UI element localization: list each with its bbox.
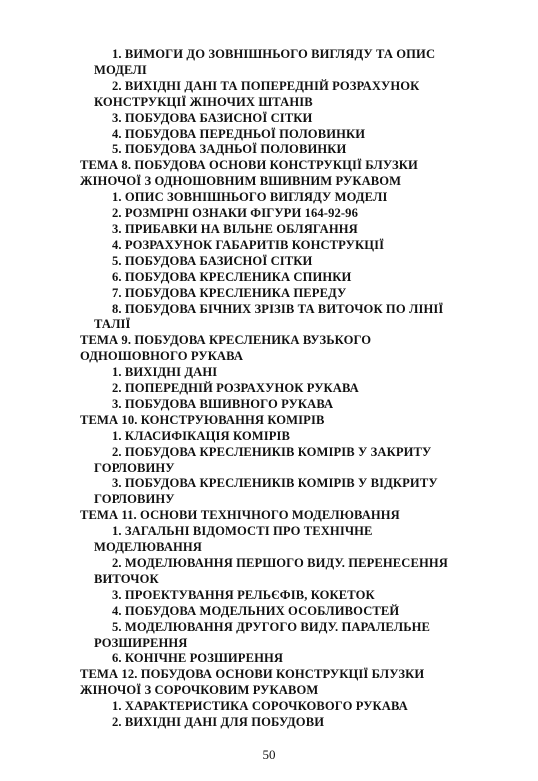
toc-subsection-line: РОЗШИРЕННЯ (94, 635, 188, 650)
toc-subsection-line: 1. ВИХІДНІ ДАНІ (112, 365, 218, 380)
toc-subsection-line: 4. ПОБУДОВА ПЕРЕДНЬОЇ ПОЛОВИНКИ (112, 126, 366, 141)
toc-subsection-line: 5. МОДЕЛЮВАННЯ ДРУГОГО ВИДУ. ПАРАЛЕЛЬНЕ (112, 619, 431, 634)
toc-subsection-line: 2. ПОБУДОВА КРЕСЛЕНИКІВ КОМІРІВ У ЗАКРИТУ (112, 444, 432, 459)
toc-topic-line: ТЕМА 10. КОНСТРУЮВАННЯ КОМІРІВ (80, 412, 325, 427)
toc-subsection-line: МОДЕЛЮВАННЯ (94, 540, 203, 555)
toc-subsection-line: МОДЕЛІ (94, 62, 147, 77)
toc-subsection-line: 3. ПОБУДОВА БАЗИСНОЇ СІТКИ (112, 110, 313, 125)
toc-subsection-line: 5. ПОБУДОВА БАЗИСНОЇ СІТКИ (112, 253, 313, 268)
toc-subsection-line: 3. ПРИБАВКИ НА ВІЛЬНЕ ОБЛЯГАННЯ (112, 221, 358, 236)
toc-subsection-line: 8. ПОБУДОВА БІЧНИХ ЗРІЗІВ ТА ВИТОЧОК ПО ЛІНІЇ (112, 301, 444, 316)
toc-topic-line: ЖІНОЧОЇ З СОРОЧКОВИМ РУКАВОМ (80, 683, 319, 698)
toc-subsection-line: 3. ПРОЕКТУВАННЯ РЕЛЬЄФІВ, КОКЕТОК (112, 587, 375, 602)
toc-subsection-line: 2. ВИХІДНІ ДАНІ ДЛЯ ПОБУДОВИ (112, 715, 325, 730)
page-number: 50 (262, 747, 276, 762)
toc-subsection-line: 7. ПОБУДОВА КРЕСЛЕНИКА ПЕРЕДУ (112, 285, 347, 300)
toc-topic-line: ТЕМА 12. ПОБУДОВА ОСНОВИ КОНСТРУКЦІЇ БЛУЗКИ (80, 667, 425, 682)
toc-topic-line: ТЕМА 11. ОСНОВИ ТЕХНІЧНОГО МОДЕЛЮВАННЯ (80, 508, 400, 523)
toc-subsection-line: 2. ПОПЕРЕДНІЙ РОЗРАХУНОК РУКАВА (112, 381, 359, 396)
toc-topic-line: ЖІНОЧОЇ З ОДНОШОВНИМ ВШИВНИМ РУКАВОМ (80, 174, 402, 189)
toc-subsection-line: 5. ПОБУДОВА ЗАДНЬОЇ ПОЛОВИНКИ (112, 142, 347, 157)
toc-subsection-line: 1. КЛАСИФІКАЦІЯ КОМІРІВ (112, 428, 291, 443)
toc-subsection-line: 1. ОПИС ЗОВНІШНЬОГО ВИГЛЯДУ МОДЕЛІ (112, 190, 388, 205)
toc-subsection-line: ГОРЛОВИНУ (94, 460, 175, 475)
toc-topic-line: ТЕМА 8. ПОБУДОВА ОСНОВИ КОНСТРУКЦІЇ БЛУЗКИ (80, 158, 418, 173)
table-of-contents (0, 47, 538, 731)
toc-subsection-line: 2. ВИХІДНІ ДАНІ ТА ПОПЕРЕДНІЙ РОЗРАХУНОК (112, 78, 420, 93)
toc-subsection-line: 3. ПОБУДОВА КРЕСЛЕНИКІВ КОМІРІВ У ВІДКРИТУ (112, 476, 438, 491)
toc-subsection-line: 4. РОЗРАХУНОК ГАБАРИТІВ КОНСТРУКЦІЇ (112, 237, 385, 252)
toc-subsection-line: ГОРЛОВИНУ (94, 492, 175, 507)
toc-subsection-line: ВИТОЧОК (94, 571, 159, 586)
toc-subsection-line: 3. ПОБУДОВА ВШИВНОГО РУКАВА (112, 396, 334, 411)
toc-topic-line: ТЕМА 9. ПОБУДОВА КРЕСЛЕНИКА ВУЗЬКОГО (80, 333, 372, 348)
toc-subsection-line: 2. РОЗМІРНІ ОЗНАКИ ФІГУРИ 164-92-96 (112, 206, 358, 221)
toc-subsection-line: 1. ВИМОГИ ДО ЗОВНІШНЬОГО ВИГЛЯДУ ТА ОПИС (112, 47, 436, 61)
toc-subsection-line: 6. ПОБУДОВА КРЕСЛЕНИКА СПИНКИ (112, 269, 352, 284)
toc-subsection-line: 1. ХАРАКТЕРИСТИКА СОРОЧКОВОГО РУКАВА (112, 699, 408, 714)
toc-subsection-line: 6. КОНІЧНЕ РОЗШИРЕННЯ (112, 651, 284, 666)
toc-subsection-line: ТАЛІЇ (94, 317, 131, 332)
toc-subsection-line: КОНСТРУКЦІЇ ЖІНОЧИХ ШТАНІВ (94, 94, 313, 109)
toc-subsection-line: 1. ЗАГАЛЬНІ ВІДОМОСТІ ПРО ТЕХНІЧНЕ (112, 524, 373, 539)
toc-subsection-line: 4. ПОБУДОВА МОДЕЛЬНИХ ОСОБЛИВОСТЕЙ (112, 603, 400, 618)
toc-topic-line: ОДНОШОВНОГО РУКАВА (80, 349, 244, 364)
toc-subsection-line: 2. МОДЕЛЮВАННЯ ПЕРШОГО ВИДУ. ПЕРЕНЕСЕННЯ (112, 556, 448, 570)
